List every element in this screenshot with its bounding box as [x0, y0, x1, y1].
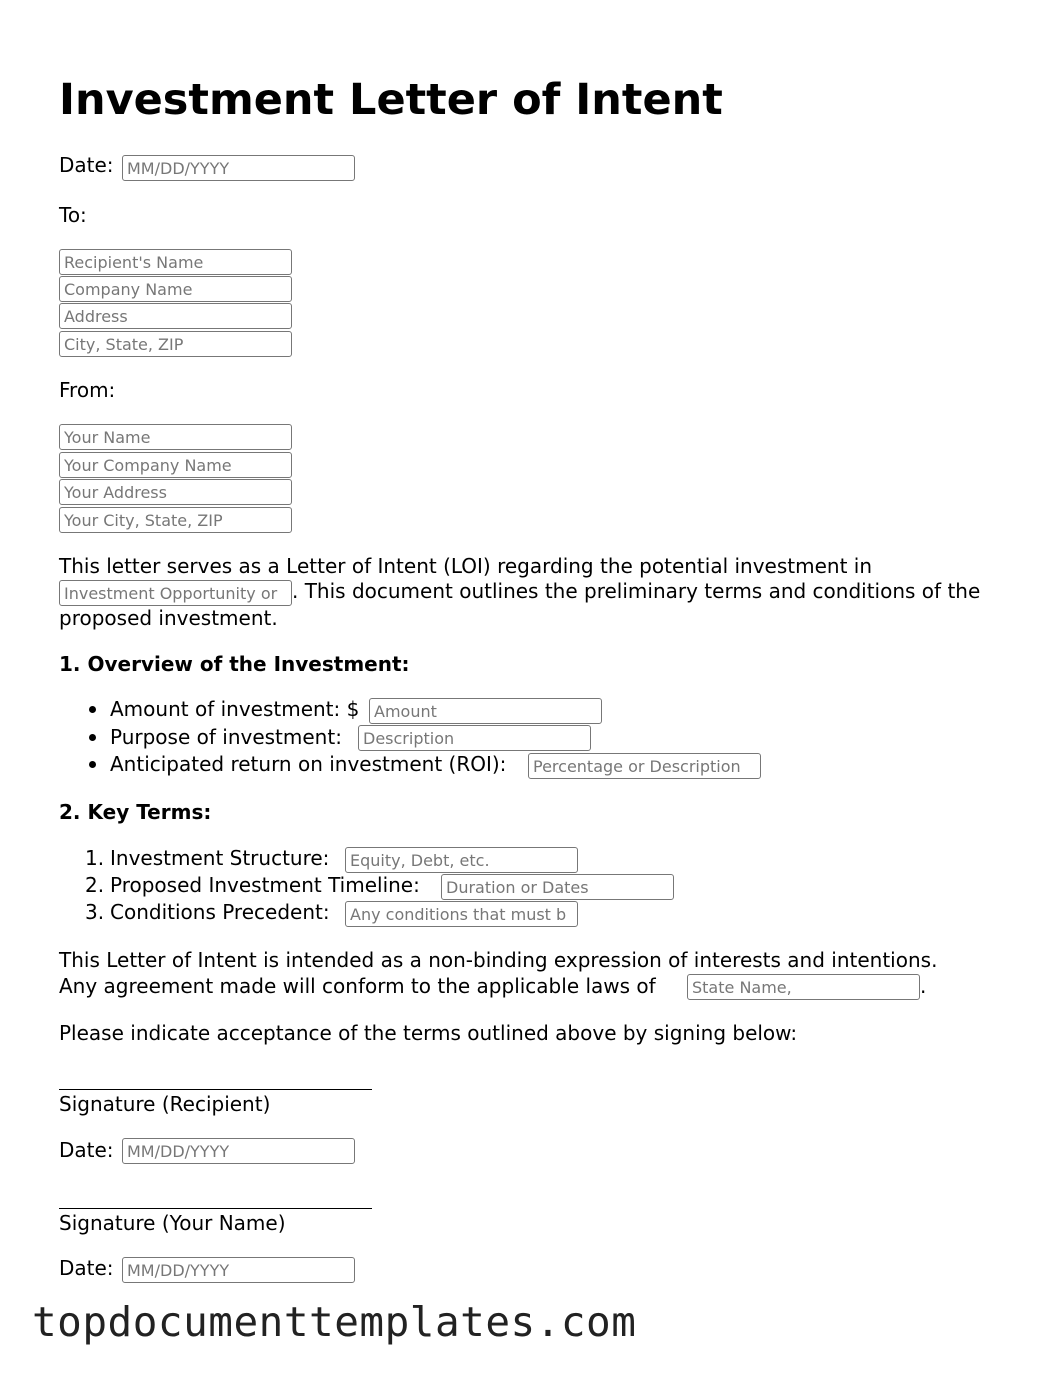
acceptance-text: Please indicate acceptance of the terms outlined above by signing below: [59, 1021, 798, 1045]
state-name-field[interactable] [687, 974, 920, 1000]
amount-field[interactable] [369, 698, 602, 724]
to-label: To: [59, 203, 87, 227]
overview-heading: 1. Overview of the Investment: [59, 652, 410, 676]
your-date-label: Date: [59, 1256, 114, 1280]
closing-period: . [920, 974, 927, 998]
intro-line-1: This letter serves as a Letter of Intent (LOI) regarding the potential investment in [59, 554, 873, 578]
city-state-zip-field[interactable] [59, 331, 292, 357]
key-terms-heading: 2. Key Terms: [59, 800, 212, 824]
investment-opportunity-field[interactable] [59, 580, 292, 606]
conditions-precedent-field[interactable] [345, 901, 578, 927]
recipient-date-field[interactable] [122, 1138, 355, 1164]
document-title: Investment Letter of Intent [59, 75, 723, 125]
investment-structure-field[interactable] [345, 847, 578, 873]
signature-line-your-name[interactable] [59, 1208, 372, 1209]
roi-field[interactable] [528, 753, 761, 779]
intro-line-2: . This document outlines the preliminary terms and conditions of the [292, 579, 981, 603]
your-address-field[interactable] [59, 479, 292, 505]
recipient-date-label: Date: [59, 1138, 114, 1162]
date-label: Date: [59, 153, 114, 177]
bullet-icon [89, 734, 96, 741]
signature-line-recipient[interactable] [59, 1089, 372, 1090]
investment-structure-label: Investment Structure: [110, 846, 330, 870]
your-city-state-zip-field[interactable] [59, 507, 292, 533]
bullet-icon [89, 761, 96, 768]
your-company-name-field[interactable] [59, 452, 292, 478]
purpose-label: Purpose of investment: [110, 725, 342, 749]
intro-line-3: proposed investment. [59, 606, 278, 630]
company-name-field[interactable] [59, 276, 292, 302]
purpose-field[interactable] [358, 725, 591, 751]
term-number: 2. [85, 873, 105, 897]
closing-line-2: Any agreement made will conform to the applicable laws of [59, 974, 656, 998]
your-date-field[interactable] [122, 1257, 355, 1283]
signature-recipient-label: Signature (Recipient) [59, 1092, 271, 1116]
closing-line-1: This Letter of Intent is intended as a non-binding expression of interests and intentions. [59, 948, 938, 972]
date-field[interactable] [122, 155, 355, 181]
bullet-icon [89, 706, 96, 713]
from-label: From: [59, 378, 116, 402]
watermark-text: topdocumenttemplates.com [32, 1298, 637, 1346]
signature-your-name-label: Signature (Your Name) [59, 1211, 286, 1235]
term-number: 1. [85, 846, 105, 870]
roi-label: Anticipated return on investment (ROI): [110, 752, 507, 776]
recipient-name-field[interactable] [59, 249, 292, 275]
investment-timeline-field[interactable] [441, 874, 674, 900]
term-number: 3. [85, 900, 105, 924]
amount-label: Amount of investment: $ [110, 697, 360, 721]
your-name-field[interactable] [59, 424, 292, 450]
investment-timeline-label: Proposed Investment Timeline: [110, 873, 420, 897]
conditions-precedent-label: Conditions Precedent: [110, 900, 330, 924]
address-field[interactable] [59, 303, 292, 329]
